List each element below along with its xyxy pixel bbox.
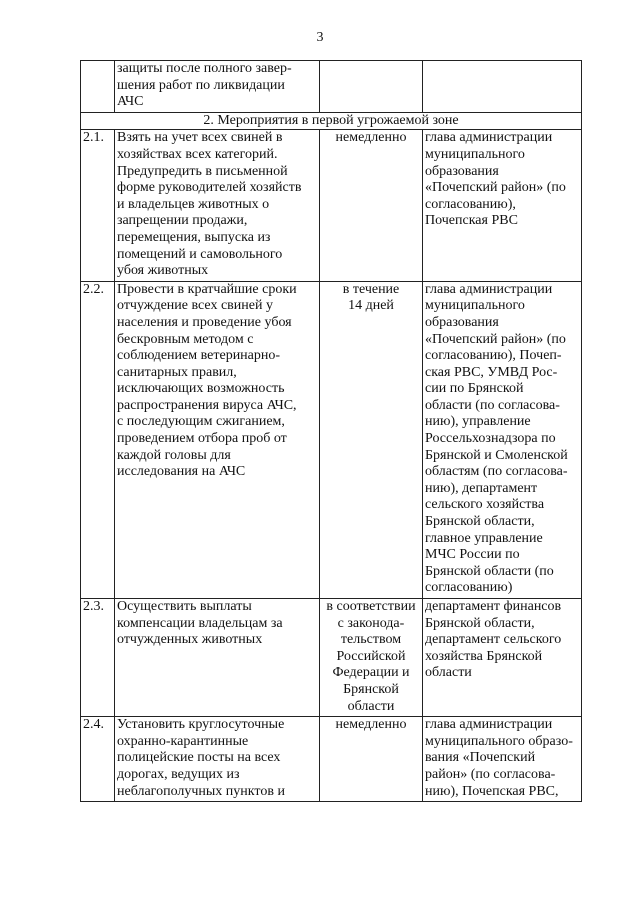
page-number: 3 bbox=[316, 30, 324, 45]
table-row bbox=[81, 717, 582, 802]
responsible-cell bbox=[423, 61, 582, 113]
deadline-cell bbox=[320, 281, 423, 598]
deadline-text: в соответствии с законода- тельством Российской Федерации и Брянской области bbox=[326, 599, 416, 714]
action-text: Осуществить выплаты компенсации владельцам за отчужденных животных bbox=[117, 599, 283, 648]
action-text: Провести в кратчайшие сроки отчуждение всех свиней у населения и проведение убоя бескровным методом с соблюдением ветеринарно- санитарных правил, исключающих возможность распространения вируса АЧС, с последующим сжиганием, проведением отбора проб от каждой головы для исследования на АЧС bbox=[117, 281, 297, 480]
action-text: Взять на учет всех свиней в хозяйствах всех категорий. Предупредить в письменной форме руководителей хозяйств и владельцев животных о запрещении продажи, перемещения, выпуска из помещений и самовольного убоя животных bbox=[117, 130, 302, 279]
action-cell bbox=[115, 717, 320, 802]
table-row bbox=[81, 599, 582, 717]
responsible-text: глава администрации муниципального образования «Почепский район» (по согласованию), Почеп- ская РВС, УМВД Рос- сии по Брянской области (по согласова- нию), управление Россельхознадзора по Брянской и Смоленской областям (по согласова- нию), департамент сельского хозяйства Брянской области, главное управление МЧС России по Брянской области (по согласованию) bbox=[425, 281, 568, 596]
table-row bbox=[81, 130, 582, 281]
action-text: защиты после полного завер- шения работ по ликвидации АЧС bbox=[117, 61, 292, 110]
section-heading: 2. Мероприятия в первой угрожаемой зоне bbox=[81, 112, 582, 130]
responsible-cell bbox=[423, 130, 582, 281]
deadline-cell bbox=[320, 61, 423, 113]
responsible-cell bbox=[423, 717, 582, 802]
row-number: 2.4. bbox=[81, 717, 115, 802]
deadline-text: в течение 14 дней bbox=[342, 281, 400, 314]
row-number: 2.2. bbox=[81, 281, 115, 598]
action-cell bbox=[115, 130, 320, 281]
responsible-text: департамент финансов Брянской области, департамент сельского хозяйства Брянской области bbox=[425, 599, 562, 681]
table-row-carryover bbox=[81, 61, 582, 113]
number-cell bbox=[81, 61, 115, 113]
measures-table bbox=[80, 60, 582, 802]
action-cell bbox=[115, 61, 320, 113]
deadline-cell bbox=[320, 599, 423, 717]
deadline-cell bbox=[320, 130, 423, 281]
responsible-text: глава администрации муниципального образо- вания «Почепский район» (по согласова- нию), Почепская РВС, bbox=[425, 717, 573, 799]
action-cell bbox=[115, 599, 320, 717]
responsible-cell bbox=[423, 599, 582, 717]
deadline-cell bbox=[320, 717, 423, 802]
row-number: 2.3. bbox=[81, 599, 115, 717]
action-text: Установить круглосуточные охранно-карантинные полицейские посты на всех дорогах, ведущих из неблагополучных пунктов и bbox=[117, 717, 285, 799]
section-heading-row bbox=[81, 112, 582, 130]
deadline-text: немедленно bbox=[335, 717, 407, 733]
responsible-text: глава администрации муниципального образования «Почепский район» (по согласованию), Почепская РВС bbox=[425, 130, 566, 229]
table-row bbox=[81, 281, 582, 598]
row-number: 2.1. bbox=[81, 130, 115, 281]
deadline-text: немедленно bbox=[335, 130, 407, 146]
action-cell bbox=[115, 281, 320, 598]
responsible-cell bbox=[423, 281, 582, 598]
